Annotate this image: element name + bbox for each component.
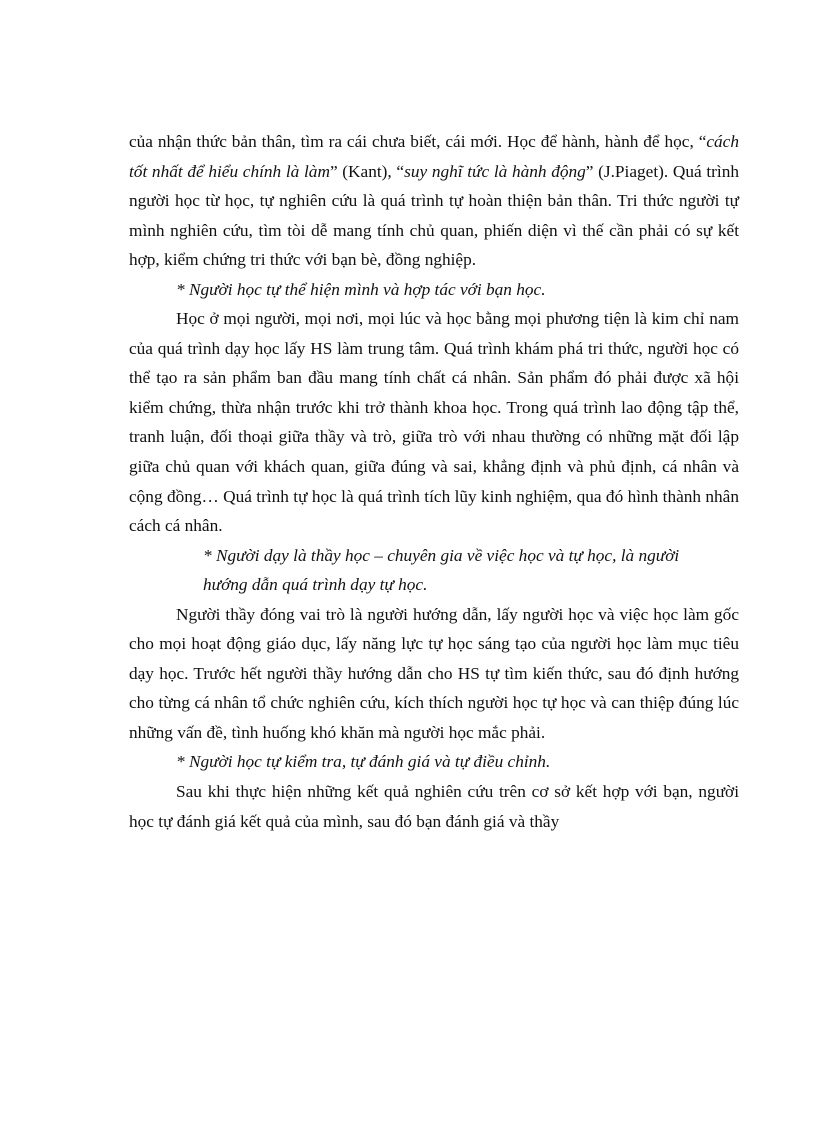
section-heading-self-assessment: * Người học tự kiểm tra, tự đánh giá và tự điều chỉnh. <box>176 752 551 772</box>
paragraph-2: Học ở mọi người, mọi nơi, mọi lúc và học bằng mọi phương tiện là kim chỉ nam của quá trình dạy học lấy HS làm trung tâm. Quá trình khám phá tri thức, người học có thể tạo ra sản phẩm ban đầu mang tính chất cá nhân. Sản phẩm đó phải được xã hội kiểm chứng, thừa nhận trước khi trở thành khoa học. Trong quá trình lao động tập thể, tranh luận, đối thoại giữa thầy và trò, giữa trò với nhau thường có những mặt đối lập giữa chủ quan với khách quan, giữa đúng và sai, khẳng định và phủ định, cá nhân và cộng đồng… Quá trình tự học là quá trình tích lũy kinh nghiệm, qua đó hình thành nhân cách cá nhân. <box>129 309 739 536</box>
section-heading-teacher-line-2: hướng dẫn quá trình dạy tự học. <box>203 575 428 595</box>
kant-quote: cách tốt nhất để hiểu chính là làm <box>129 132 739 181</box>
section-heading-teacher-line-1: * Người dạy là thầy học – chuyên gia về việc học và tự học, là người <box>203 545 680 565</box>
paragraph-3: Người thầy đóng vai trò là người hướng dẫn, lấy người học và việc học làm gốc cho mọi hoạt động giáo dục, lấy năng lực tự học sáng tạo của người học làm mục tiêu dạy học. Trước hết người thầy hướng dẫn cho HS tự tìm kiến thức, sau đó định hướng cho từng cá nhân tổ chức nghiên cứu, kích thích người học tự học và can thiệp đúng lúc những vấn đề, tình huống khó khăn mà người học mắc phải. <box>129 604 739 742</box>
paragraph-4: Sau khi thực hiện những kết quả nghiên cứu trên cơ sở kết hợp với bạn, người học tự đánh giá kết quả của mình, sau đó bạn đánh giá và thầy <box>129 782 739 831</box>
paragraph-1-text-c: ” (J.Piaget). Quá trình người học từ học, tự nghiên cứu là quá trình tự hoàn thiện bản thân. Tri thức người tự mình nghiên cứu, tìm tòi dễ mang tính chủ quan, phiến diện vì thế cần phải có sự kết hợp, kiểm chứng tri thức với bạn bè, đồng nghiệp. <box>129 161 740 270</box>
section-heading-cooperation: * Người học tự thể hiện mình và hợp tác với bạn học. <box>176 279 546 299</box>
piaget-quote: suy nghĩ tức là hành động <box>404 161 586 181</box>
paragraph-1-text-a: của nhận thức bản thân, tìm ra cái chưa biết, cái mới. Học để hành, hành để học, “ <box>129 132 707 151</box>
document-page <box>129 127 739 836</box>
paragraph-1-text-b: ” (Kant), “ <box>329 161 405 181</box>
paragraph-1 <box>129 127 739 275</box>
section-heading-teacher <box>129 541 739 600</box>
